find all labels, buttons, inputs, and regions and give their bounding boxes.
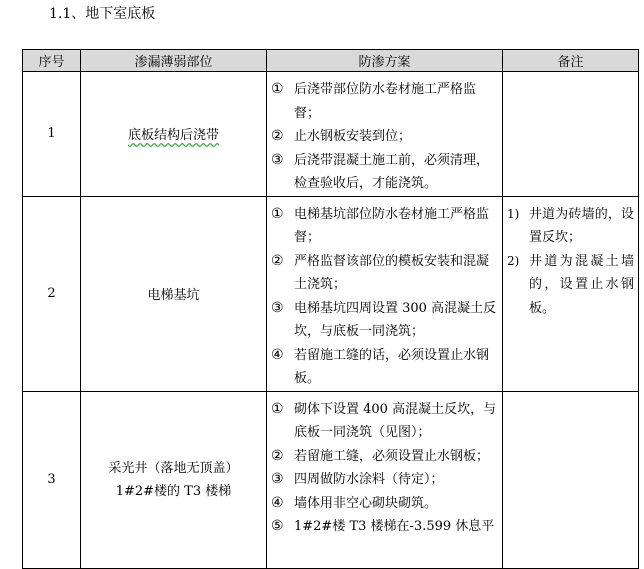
item-text: 墙体用非空心砌块砌筑。 — [294, 495, 438, 511]
item-text: 止水钢板安装到位； — [294, 129, 412, 144]
row-location — [81, 72, 267, 197]
item-text: 严格监督该部位的模板安装和混凝土浇筑； — [294, 253, 490, 292]
list-item — [271, 344, 498, 391]
row-number: 2 — [23, 196, 81, 391]
header-location: 渗漏薄弱部位 — [81, 50, 267, 72]
row-notes — [503, 72, 639, 197]
item-marker: ④ — [271, 494, 284, 511]
item-text: 四周做防水涂料（待定）； — [294, 472, 444, 487]
item-marker: ② — [271, 128, 284, 144]
item-text: 电梯基坑部位防水卷材施工严格监督； — [294, 206, 490, 245]
list-item — [271, 468, 498, 492]
list-item — [271, 297, 498, 344]
section-title: 1.1、地下室底板 — [49, 6, 156, 22]
list-item — [271, 250, 498, 297]
item-marker: ⑤ — [271, 518, 284, 534]
location-text: 底板结构后浇带 — [127, 128, 219, 144]
table-row — [23, 391, 639, 568]
note-marker: 1) — [507, 206, 520, 221]
item-marker: ③ — [271, 299, 284, 316]
location-line: 1#2#楼的 T3 楼梯 — [115, 483, 232, 499]
note-text: 井道为砖墙的，设置反坎； — [529, 206, 634, 245]
row-number: 3 — [23, 391, 81, 568]
location-line: 采光井（落地无顶盖） — [108, 460, 239, 476]
item-marker: ② — [271, 252, 284, 269]
item-marker: ③ — [271, 471, 284, 487]
list-item — [271, 515, 498, 539]
table-header-row — [23, 50, 639, 72]
item-marker: ① — [271, 205, 284, 222]
header-measures: 防渗方案 — [267, 50, 503, 72]
list-item — [271, 125, 498, 149]
row-measures — [267, 72, 503, 197]
note-item — [507, 203, 634, 250]
item-text: 电梯基坑四周设置 300 高混凝土反坎，与底板一同浇筑； — [294, 300, 497, 339]
list-item — [271, 492, 498, 516]
row-location: 电梯基坑 — [81, 196, 267, 391]
row-measures — [267, 391, 503, 568]
list-item — [271, 149, 498, 196]
note-text: 井道为混凝土墙的，设置止水钢板。 — [529, 253, 634, 316]
item-text: 1#2#楼 T3 楼梯在-3.599 休息平 — [294, 519, 495, 534]
item-text: 若留施工缝，必须设置止水钢板； — [294, 448, 490, 464]
list-item — [271, 445, 498, 469]
item-marker: ① — [271, 81, 284, 97]
item-marker: ④ — [271, 346, 284, 363]
item-text: 后浇带部位防水卷材施工严格监督； — [294, 82, 477, 121]
table-row — [23, 196, 639, 391]
table-row — [23, 72, 639, 197]
item-text: 若留施工缝的话，必须设置止水钢板。 — [294, 347, 490, 386]
list-item — [271, 78, 498, 125]
item-marker: ③ — [271, 151, 284, 168]
note-marker: 2) — [507, 253, 520, 268]
list-item — [271, 203, 498, 250]
item-text: 砌体下设置 400 高混凝土反坎，与底板一同浇筑（见图）； — [294, 401, 497, 440]
note-item — [507, 250, 634, 321]
row-location — [81, 391, 267, 568]
row-measures — [267, 196, 503, 391]
item-text: 后浇带混凝土施工前，必须清理，检查验收后，才能浇筑。 — [294, 152, 490, 191]
list-item — [271, 398, 498, 445]
row-number: 1 — [23, 72, 81, 197]
row-notes — [503, 196, 639, 391]
item-marker: ② — [271, 447, 284, 464]
waterproofing-table — [22, 49, 639, 569]
header-no: 序号 — [23, 50, 81, 72]
header-notes: 备注 — [503, 50, 639, 72]
item-marker: ① — [271, 400, 284, 417]
row-notes — [503, 391, 639, 568]
